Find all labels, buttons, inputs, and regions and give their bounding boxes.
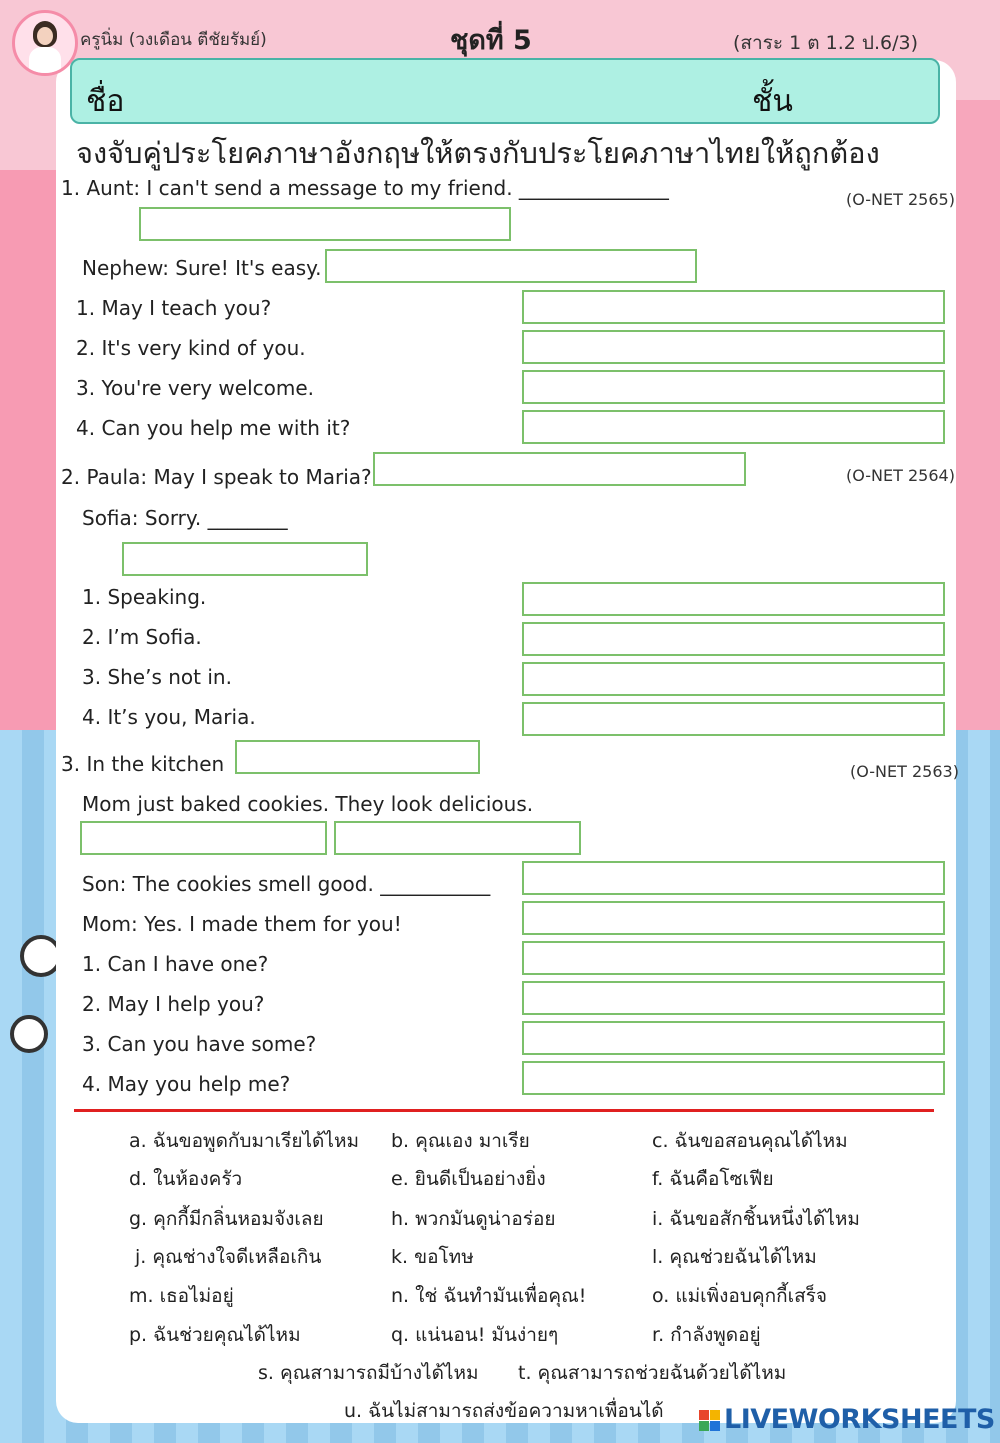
answer-choice: o. แม่เพิ่งอบคุกกี้เสร็จ bbox=[652, 1285, 828, 1307]
q3-option-box[interactable] bbox=[522, 1021, 945, 1055]
set-title: ชุดที่ 5 bbox=[450, 25, 532, 56]
q3-line3-box[interactable] bbox=[522, 861, 945, 895]
q2-stem: 2. Paula: May I speak to Maria? bbox=[61, 465, 372, 489]
answer-choice: j. คุณช่างใจดีเหลือเกิน bbox=[135, 1246, 322, 1268]
q2-source: (O-NET 2564) bbox=[846, 466, 955, 485]
q3-option: 1. Can I have one? bbox=[82, 952, 269, 976]
answer-choice: t. คุณสามารถช่วยฉันด้วยได้ไหม bbox=[518, 1362, 787, 1384]
q3-option-box[interactable] bbox=[522, 1061, 945, 1095]
q1-option-box[interactable] bbox=[522, 290, 945, 324]
answer-choice: b. คุณเอง มาเรีย bbox=[391, 1130, 530, 1152]
q3-line2-box[interactable] bbox=[80, 821, 327, 855]
q2-option: 2. I’m Sofia. bbox=[82, 625, 202, 649]
q3-line2-box[interactable] bbox=[334, 821, 581, 855]
q1-option-box[interactable] bbox=[522, 330, 945, 364]
q3-source: (O-NET 2563) bbox=[850, 762, 959, 781]
q1-option: 4. Can you help me with it? bbox=[76, 416, 351, 440]
q2-option: 1. Speaking. bbox=[82, 585, 207, 609]
answer-choice: p. ฉันช่วยคุณได้ไหม bbox=[129, 1324, 301, 1346]
q2-line2: Sofia: Sorry. ________ bbox=[82, 506, 288, 530]
background-pink-band bbox=[0, 170, 60, 730]
q2-option-box[interactable] bbox=[522, 662, 945, 696]
q1-option-box[interactable] bbox=[522, 410, 945, 444]
q1-option-box[interactable] bbox=[522, 370, 945, 404]
class-label: ชั้น bbox=[752, 84, 793, 119]
q2-option: 4. It’s you, Maria. bbox=[82, 705, 256, 729]
decor-circle bbox=[10, 1015, 48, 1053]
answer-choice: l. คุณช่วยฉันได้ไหม bbox=[652, 1246, 817, 1268]
answer-choice: a. ฉันขอพูดกับมาเรียได้ไหม bbox=[129, 1130, 360, 1152]
q3-option: 4. May you help me? bbox=[82, 1072, 291, 1096]
teacher-avatar bbox=[12, 10, 78, 76]
q1-option: 3. You're very welcome. bbox=[76, 376, 315, 400]
q3-line3: Son: The cookies smell good. ___________ bbox=[82, 872, 491, 896]
q2-option-box[interactable] bbox=[522, 582, 945, 616]
q2-option-box[interactable] bbox=[522, 622, 945, 656]
answer-choice: g. คุกกี้มีกลิ่นหอมจังเลย bbox=[129, 1208, 324, 1230]
q3-line4-box[interactable] bbox=[522, 901, 945, 935]
q1-option: 1. May I teach you? bbox=[76, 296, 272, 320]
answer-choice: i. ฉันขอสักชิ้นหนึ่งได้ไหม bbox=[652, 1208, 860, 1230]
answer-choice: f. ฉันคือโซเฟีย bbox=[652, 1168, 774, 1190]
q3-line4: Mom: Yes. I made them for you! bbox=[82, 912, 402, 936]
q1-line2: Nephew: Sure! It's easy. bbox=[82, 256, 322, 280]
answer-choice: d. ในห้องครัว bbox=[129, 1168, 243, 1190]
answer-choice: q. แน่นอน! มันง่ายๆ bbox=[391, 1324, 559, 1346]
answer-choice: s. คุณสามารถมีบ้างได้ไหม bbox=[258, 1362, 479, 1384]
q1-stem: 1. Aunt: I can't send a message to my friend. _______________ bbox=[61, 176, 669, 200]
name-label: ชื่อ bbox=[86, 84, 125, 119]
teacher-name: ครูนิ่ม (วงเดือน ตีชัยรัมย์) bbox=[80, 30, 267, 50]
q2-option: 3. She’s not in. bbox=[82, 665, 232, 689]
name-bar bbox=[70, 58, 940, 124]
answer-choice: r. กำลังพูดอยู่ bbox=[652, 1324, 761, 1346]
q3-option-box[interactable] bbox=[522, 941, 945, 975]
q1-answer-box[interactable] bbox=[139, 207, 511, 241]
answer-choice: n. ใช่ ฉันทำมันเพื่อคุณ! bbox=[391, 1285, 587, 1307]
answer-choice: m. เธอไม่อยู่ bbox=[129, 1285, 234, 1307]
q3-option: 2. May I help you? bbox=[82, 992, 265, 1016]
q3-answer-box[interactable] bbox=[235, 740, 480, 774]
q1-source: (O-NET 2565) bbox=[846, 190, 955, 209]
q3-line2: Mom just baked cookies. They look delicious. bbox=[82, 792, 534, 816]
answer-choice: k. ขอโทษ bbox=[391, 1246, 474, 1268]
q2-reply-box[interactable] bbox=[122, 542, 368, 576]
answer-choice: c. ฉันขอสอนคุณได้ไหม bbox=[652, 1130, 848, 1152]
q2-answer-box[interactable] bbox=[373, 452, 746, 486]
q1-reply-box[interactable] bbox=[325, 249, 697, 283]
answer-choice: u. ฉันไม่สามารถส่งข้อความหาเพื่อนได้ bbox=[344, 1400, 664, 1422]
q1-option: 2. It's very kind of you. bbox=[76, 336, 306, 360]
q3-option: 3. Can you have some? bbox=[82, 1032, 317, 1056]
q3-option-box[interactable] bbox=[522, 981, 945, 1015]
liveworksheets-logo[interactable]: LIVEWORKSHEETS bbox=[724, 1404, 995, 1435]
answer-choice: h. พวกมันดูน่าอร่อย bbox=[391, 1208, 556, 1230]
answer-choice: e. ยินดีเป็นอย่างยิ่ง bbox=[391, 1168, 546, 1190]
q3-stem: 3. In the kitchen bbox=[61, 752, 225, 776]
subject-code: (สาระ 1 ต 1.2 ป.6/3) bbox=[733, 32, 918, 54]
divider-line bbox=[74, 1109, 934, 1112]
instruction: จงจับคู่ประโยคภาษาอังกฤษให้ตรงกับประโยคภาษาไทยให้ถูกต้อง bbox=[76, 136, 880, 170]
liveworksheets-icon bbox=[699, 1410, 721, 1432]
q2-option-box[interactable] bbox=[522, 702, 945, 736]
